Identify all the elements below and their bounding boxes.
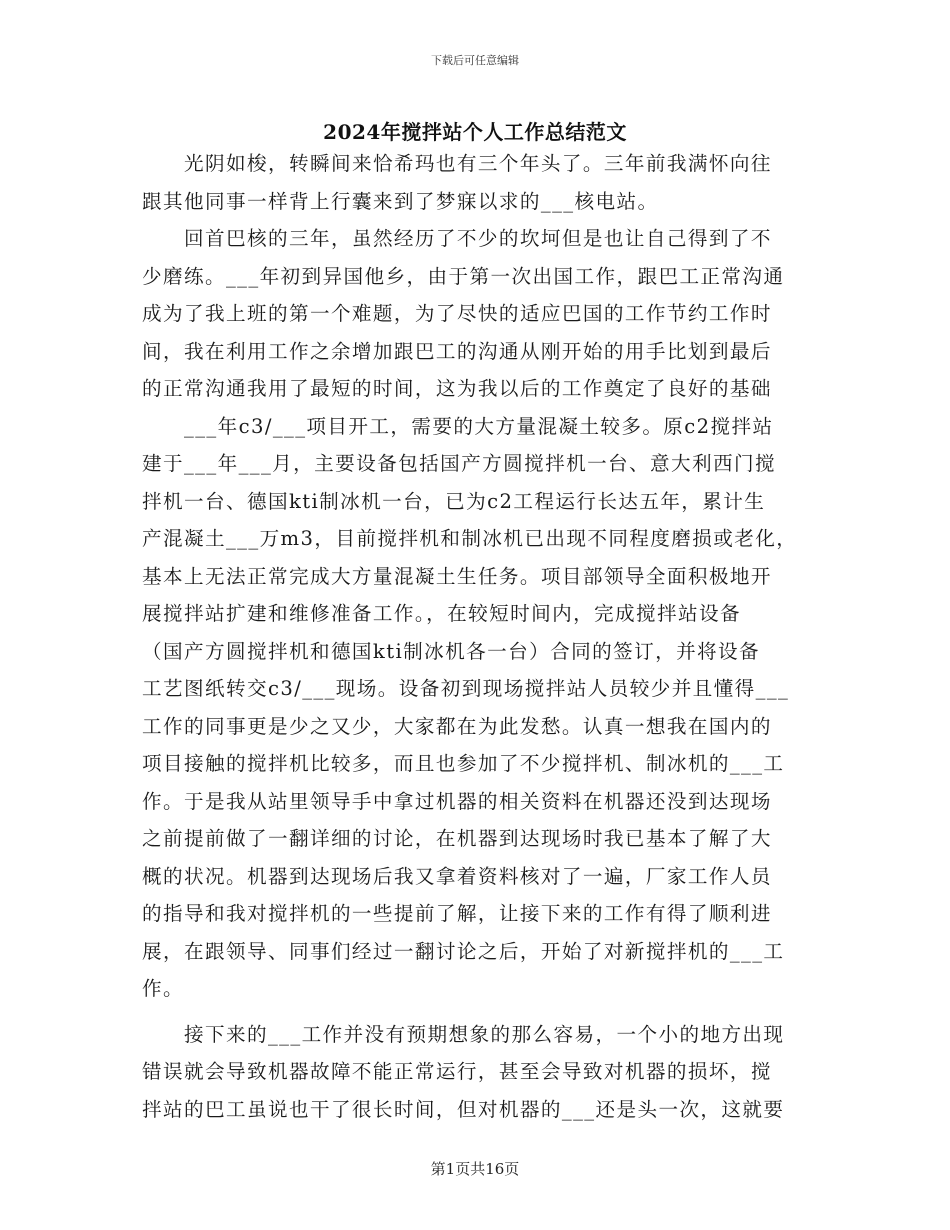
paragraph-line: 项目接触的搅拌机比较多，而且也参加了不少搅拌机、制冰机的___工 (142, 752, 785, 775)
paragraph-line: 间，我在利用工作之余增加跟巴工的沟通从刚开始的用手比划到最后 (142, 339, 772, 363)
paragraph-line: 展搅拌站扩建和维修准备工作。，在较短时间内，完成搅拌站设备 (142, 602, 742, 625)
document-title: 2024年搅拌站个人工作总结范文 (323, 120, 627, 144)
paragraph-line: 拌机一台、德国kti制冰机一台，已为c2工程运行长达五年，累计生 (142, 489, 766, 513)
paragraph-line: 光阴如梭，转瞬间来恰希玛也有三个年头了。三年前我满怀向往 (184, 152, 772, 175)
paragraph-line: 跟其他同事一样背上行囊来到了梦寐以求的___核电站。 (142, 189, 659, 213)
page-header: 下载后可任意编辑 (431, 54, 519, 67)
paragraph-line: 基本上无法正常完成大方量混凝土生任务。项目部领导全面积极地开 (142, 564, 772, 588)
paragraph-line: 错误就会导致机器故障不能正常运行，甚至会导致对机器的损坏，搅 (142, 1060, 772, 1083)
paragraph-line: 拌站的巴工虽说也干了很长时间，但对机器的___还是头一次，这就要 (142, 1097, 785, 1121)
paragraph-line: 成为了我上班的第一个难题，为了尽快的适应巴国的工作节约工作时 (142, 302, 772, 325)
document-body (142, 145, 808, 1128)
paragraph-line: （国产方圆搅拌机和德国kti制冰机各一台）合同的签订，并将设备 (142, 639, 761, 663)
paragraph-line: 的正常沟通我用了最短的时间，这为我以后的工作奠定了良好的基础 (142, 377, 772, 400)
paragraph-line: 工作的同事更是少之又少，大家都在为此发愁。认真一想我在国内的 (142, 714, 772, 738)
paragraph-line: 产混凝土___万m3，目前搅拌机和制冰机已出现不同程度磨损或老化， (142, 527, 798, 550)
paragraph-line: 展，在跟领导、同事们经过一翻讨论之后，开始了对新搅拌机的___工 (142, 939, 785, 963)
paragraph-line: 概的状况。机器到达现场后我又拿着资料核对了一遍，厂家工作人员 (142, 864, 772, 888)
paragraph-line: 建于___年___月，主要设备包括国产方圆搅拌机一台、意大利西门搅 (142, 452, 777, 475)
paragraph-line: 的指导和我对搅拌机的一些提前了解，让接下来的工作有得了顺利进 (142, 902, 772, 925)
paragraph-line: 作。 (142, 977, 184, 1000)
page-number: 第1页共16页 (430, 1160, 520, 1178)
paragraph-line: ___年c3/___项目开工，需要的大方量混凝土较多。原c2搅拌站 (184, 414, 774, 438)
paragraph-line: 回首巴核的三年，虽然经历了不少的坎坷但是也让自己得到了不 (184, 227, 772, 250)
paragraph-line: 作。于是我从站里领导手中拿过机器的相关资料在机器还没到达现场 (142, 789, 772, 813)
paragraph-line: 接下来的___工作并没有预期想象的那么容易，一个小的地方出现 (184, 1022, 785, 1046)
paragraph-line: 少磨练。___年初到异国他乡，由于第一次出国工作，跟巴工正常沟通 (142, 264, 785, 288)
paragraph-line: 之前提前做了一翻详细的讨论，在机器到达现场时我已基本了解了大 (142, 827, 772, 850)
paragraph-line: 工艺图纸转交c3/___现场。设备初到现场搅拌站人员较少并且懂得___ (142, 677, 790, 700)
